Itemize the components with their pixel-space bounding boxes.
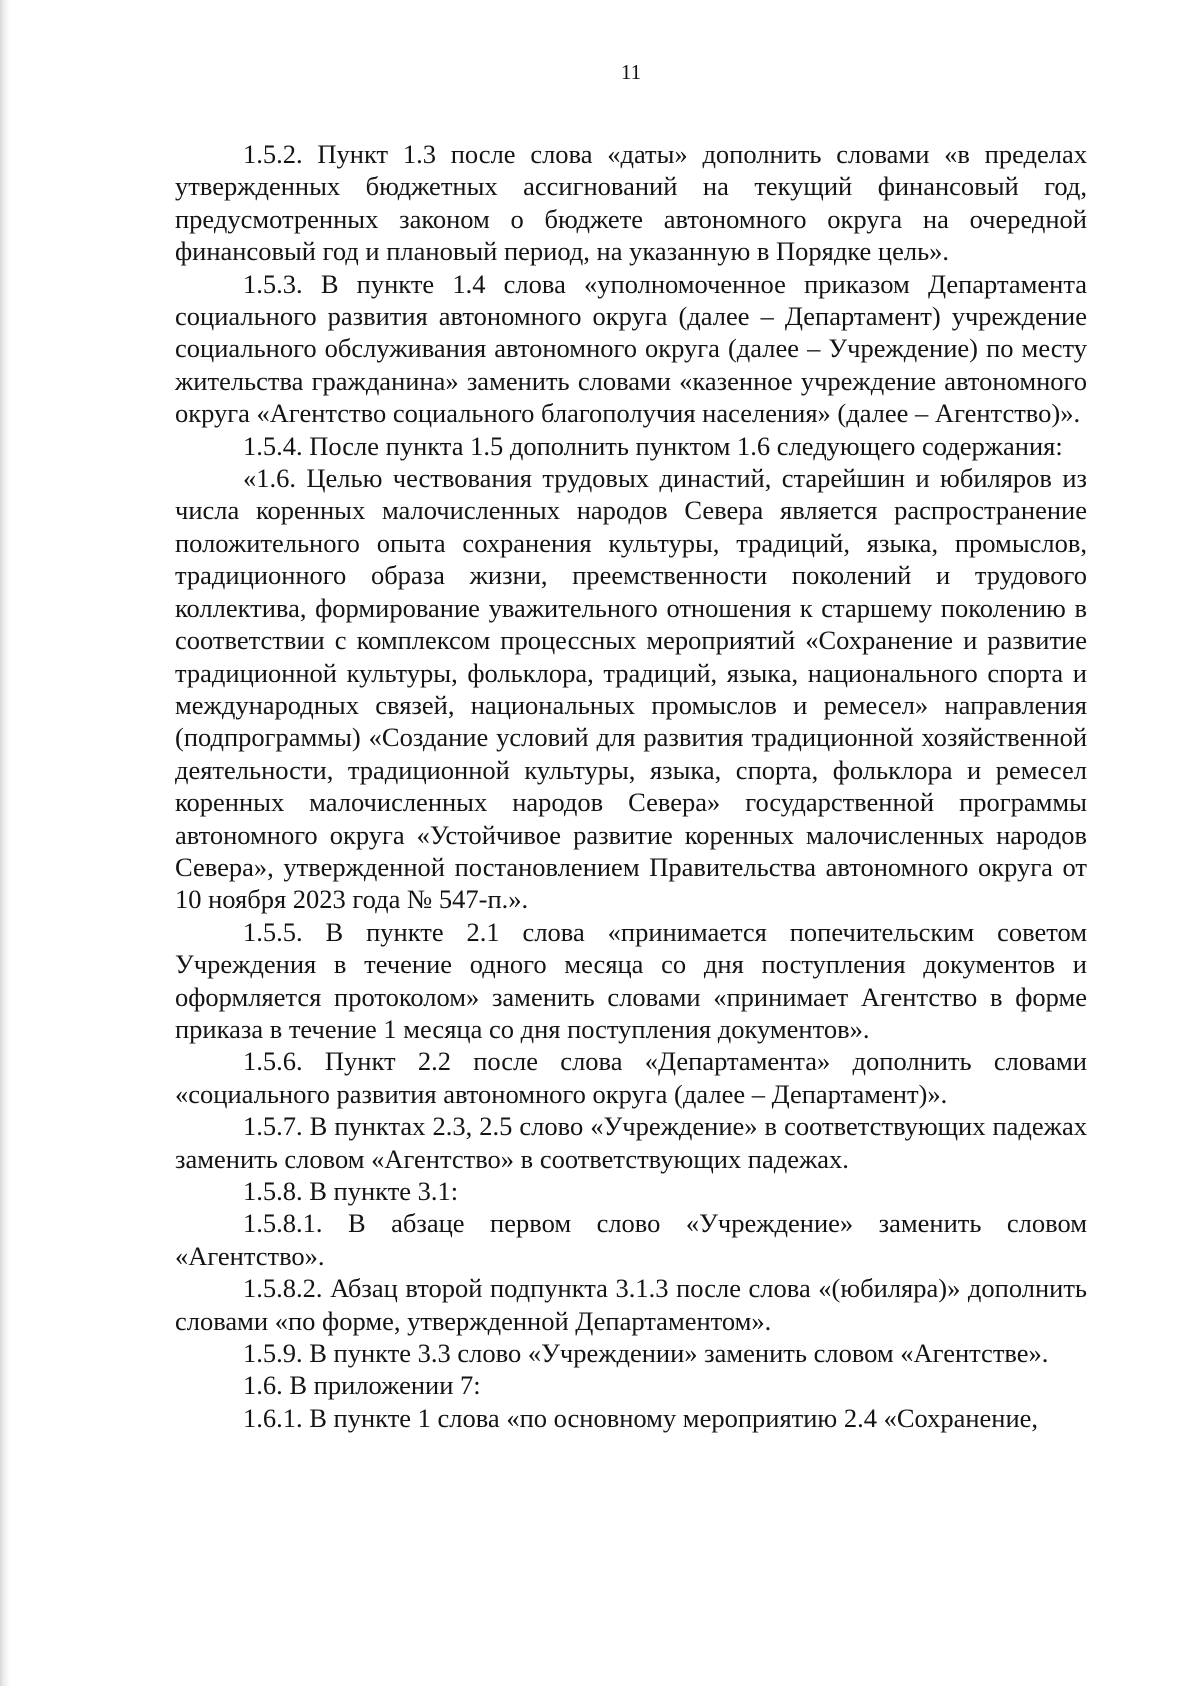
paragraph-1-5-7: 1.5.7. В пунктах 2.3, 2.5 слово «Учреждение» в соответствующих падежах заменить словом «Агентство» в соответствующих падежах. [175, 1111, 1087, 1174]
paragraph-quote-1-6: «1.6. Целью чествования трудовых династий, старейшин и юбиляров из числа коренных малочисленных народов Севера является распространение положительного опыта сохранения культуры, традиций, языка, промыслов, традиционного образа жизни, преемственности поколений и трудового коллектива, формирование уважительного отношения к старшему поколению в соответствии с комплексом процессных мероприятий «Сохранение и развитие традиционной культуры, фольклора, традиций, языка, национального спорта и международных связей, национальных промыслов и ремесел» направления (подпрограммы) «Создание условий для развития традиционной хозяйственной деятельности, традиционной культуры, языка, спорта, фольклора и ремесел коренных малочисленных народов Севера» государственной программы автономного округа «Устойчивое развитие коренных малочисленных народов Севера», утвержденной постановлением Правительства автономного округа от 10 ноября 2023 года № 547-п.». [175, 463, 1087, 915]
scan-edge [0, 0, 10, 1686]
paragraph-1-6-1: 1.6.1. В пункте 1 слова «по основному мероприятию 2.4 «Сохранение, [243, 1402, 1039, 1433]
paragraph-1-5-9: 1.5.9. В пункте 3.3 слово «Учреждении» заменить словом «Агентстве». [243, 1338, 1049, 1369]
paragraph-1-5-8: 1.5.8. В пункте 3.1: [243, 1176, 459, 1206]
paragraph-1-5-8-1: 1.5.8.1. В абзаце первом слово «Учреждение» заменить словом «Агентство». [175, 1208, 1087, 1271]
paragraph-1-5-6: 1.5.6. Пункт 2.2 после слова «Департамента» дополнить словами «социального развития автономного округа (далее – Департамент)». [175, 1046, 1087, 1109]
paragraph-1-6: 1.6. В приложении 7: [243, 1370, 481, 1401]
document-page [175, 60, 1087, 1434]
paragraph-1-5-5: 1.5.5. В пункте 2.1 слова «принимается попечительским советом Учреждения в течение одного месяца со дня поступления документов и оформляется протоколом» заменить словами «принимает Агентство в форме приказа в течение 1 месяца со дня поступления документов». [175, 916, 1087, 1044]
paragraph-1-5-3: 1.5.3. В пункте 1.4 слова «уполномоченное приказом Департамента социального развития автономного округа (далее – Департамент) учреждение социального обслуживания автономного округа (далее – Учреждение) по месту жительства гражданина» заменить словами «казенное учреждение автономного округа «Агентство социального благополучия населения» (далее – Агентство)». [175, 268, 1087, 429]
paragraph-1-5-2: 1.5.2. Пункт 1.3 после слова «даты» дополнить словами «в пределах утвержденных бюджетных ассигнований на текущий финансовый год, предусмотренных законом о бюджете автономного округа на очередной финансовый год и плановый период, на указанную в Порядке цель». [175, 139, 1087, 267]
paragraph-1-5-4: 1.5.4. После пункта 1.5 дополнить пунктом 1.6 следующего содержания: [243, 430, 1063, 461]
paragraph-1-5-8-2: 1.5.8.2. Абзац второй подпункта 3.1.3 после слова «(юбиляра)» дополнить словами «по форме, утвержденной Департаментом». [175, 1273, 1087, 1336]
page-number: 11 [620, 60, 642, 84]
